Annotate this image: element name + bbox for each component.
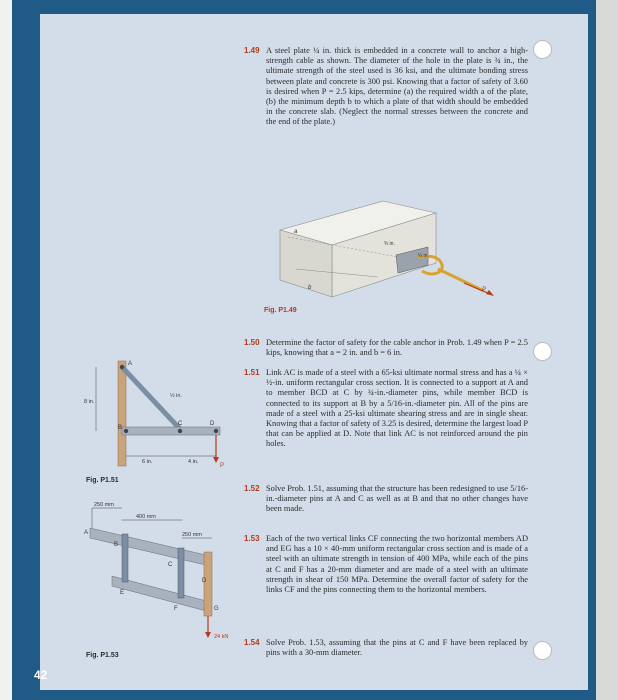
problem-number: 1.49 — [244, 46, 260, 55]
load-arrow-head — [205, 632, 211, 638]
label-C: C — [178, 421, 183, 427]
label-4in: 4 in. — [188, 459, 199, 465]
load-arrow-head — [486, 290, 494, 296]
fig-caption-p1-51: Fig. P1.51 — [86, 477, 119, 484]
pin-C — [178, 429, 182, 433]
load-arrow-head — [213, 457, 219, 463]
problem-text: Solve Prob. 1.53, assuming that the pins at C and F have been replaced by pins with a 30-mm diameter. — [266, 638, 528, 658]
label-half-in: ½ in. — [170, 393, 182, 399]
problem-number: 1.52 — [244, 484, 260, 493]
label-250mm-1: 250 mm — [94, 502, 114, 508]
label-C: C — [168, 562, 173, 568]
pin-D — [214, 429, 218, 433]
label-a: a — [294, 229, 298, 235]
figure-p1-51 — [82, 355, 242, 475]
problem-number: 1.54 — [244, 638, 260, 647]
page-number: 42 — [34, 668, 48, 682]
problem-text: Determine the factor of safety for the cable anchor in Prob. 1.49 when P = 2.5 kips, knowing that a = 2 in. and b = 6 in. — [266, 338, 528, 358]
label-D: D — [210, 421, 215, 427]
problem-text: A steel plate ¼ in. thick is embedded in a concrete wall to anchor a high-strength cable as shown. The diameter of the hole in the plate is ¾ in., the ultimate strength of the steel used is 36 ksi, and the ultimate bonding stress between plate and concrete is 300 psi. Knowing that a factor of safety of 3.60 is desired when P = 2.5 kips, determine (a) the required width a of the plate, (b) the minimum depth b to which a plate of that width should be embedded in the concrete slab. (Neglect the normal stresses between the concrete and the end of the plate.) — [266, 46, 528, 127]
label-thick: ¼ in. — [418, 253, 429, 259]
label-6in: 6 in. — [142, 459, 153, 465]
wall-support — [118, 361, 126, 466]
problem-1-53 — [244, 534, 528, 595]
label-24kN: 24 kN — [214, 634, 229, 640]
problem-number: 1.51 — [244, 368, 260, 377]
label-P: P — [482, 287, 487, 293]
problem-text: Solve Prob. 1.51, assuming that the structure has been redesigned to use 5/16-in.-diameter pins at A and C as well as at B and that no other changes have been made. — [266, 484, 528, 514]
label-D: D — [202, 578, 207, 584]
load-arrow — [464, 283, 490, 294]
problem-1-50 — [244, 338, 528, 358]
link-CF — [178, 548, 184, 598]
problem-1-54 — [244, 638, 528, 658]
member-BCD — [122, 427, 220, 435]
problem-text: Each of the two vertical links CF connecting the two horizontal members AD and EG has a 10 × 40-mm uniform rectangular cross section and is made of a steel with an ultimate strength in tension of 400 MPa, while each of the pins at C and F has a 20-mm diameter and are made of a steel with an ultimate strength in shear of 150 MPa. Determine the overall factor of safety for the links CF and the pins connecting them to the horizontal members. — [266, 534, 528, 595]
label-B: B — [118, 425, 123, 431]
link-B — [122, 534, 128, 582]
pin-A — [120, 365, 124, 369]
label-E: E — [120, 590, 125, 596]
label-A: A — [84, 530, 89, 536]
annotation-dot[interactable] — [533, 342, 552, 361]
figure-p1-49 — [268, 195, 498, 305]
label-P: P — [220, 463, 225, 469]
label-8in: 8 in. — [84, 399, 95, 405]
problem-1-52 — [244, 484, 528, 515]
problem-text: Link AC is made of a steel with a 65-ksi ultimate normal stress and has a ¼ × ½-in. uniform rectangular cross section. It is connected to a support at A and to member BCD at C by ¾-in.-diameter pins, while member BCD is connected to its support at B by a 5/16-in.-diameter pin. All of the pins are made of a steel with a 25-ksi ultimate shearing stress and are in single shear. Knowing that a factor of safety of 3.25 is desired, determine the largest load P that can be applied at D. Note that link AC is not reinforced around the pin holes. — [266, 368, 528, 449]
fig-caption-p1-53: Fig. P1.53 — [86, 652, 119, 659]
pin-B — [124, 429, 128, 433]
fig-caption-p1-49: Fig. P1.49 — [264, 307, 297, 314]
label-400mm: 400 mm — [136, 514, 156, 520]
label-F: F — [174, 606, 178, 612]
annotation-dot[interactable] — [533, 641, 552, 660]
label-250mm-2: 250 mm — [182, 532, 202, 538]
label-b: b — [308, 285, 312, 291]
problem-1-49 — [244, 46, 528, 128]
label-B: B — [114, 542, 119, 548]
annotation-dot[interactable] — [533, 40, 552, 59]
support-D — [204, 552, 212, 616]
cable — [438, 269, 487, 293]
problem-number: 1.50 — [244, 338, 260, 347]
right-margin — [596, 0, 618, 700]
problem-1-51 — [244, 368, 528, 450]
figure-p1-53 — [82, 498, 242, 643]
label-G: G — [214, 606, 219, 612]
label-hole: ¾ in. — [384, 241, 395, 247]
label-A: A — [128, 361, 133, 367]
problem-number: 1.53 — [244, 534, 260, 543]
